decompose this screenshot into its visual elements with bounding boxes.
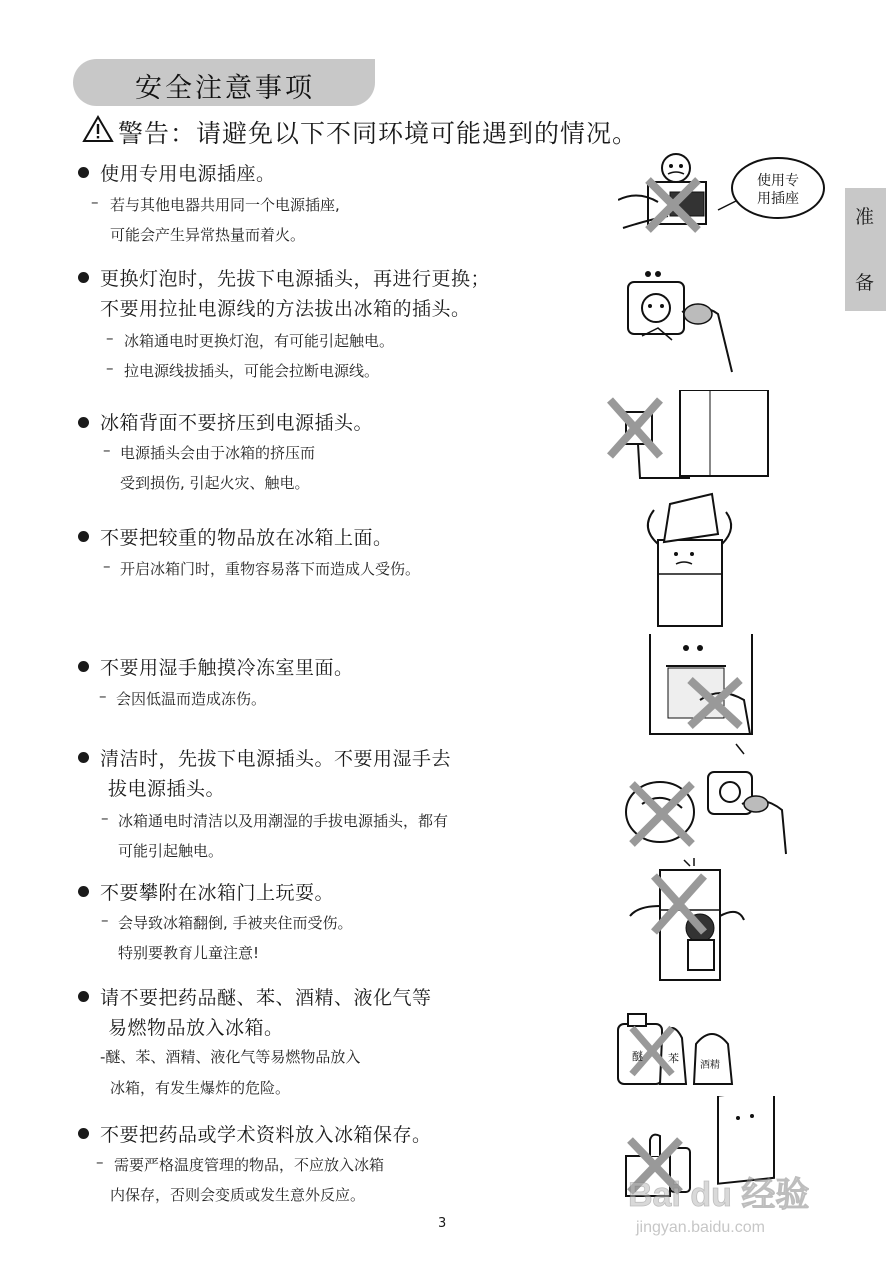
item-title: 不要用拉扯电源线的方法拔出冰箱的插头。 [100,298,471,320]
bullet [78,417,89,428]
item-title: 请不要把药品醚、苯、酒精、液化气等 [100,987,432,1009]
wet-hand-unplug-illustration [622,764,788,858]
baidu-logo-icon [628,1170,828,1240]
callout-text: 使用专 [757,173,799,189]
shared-socket-illustration [618,150,828,246]
item-desc: 特别要教育儿童注意! [118,944,260,962]
item-desc: 拉电源线拔插头，可能会拉断电源线。 [124,362,380,380]
label-ether: 醚 [632,1050,643,1063]
chapter-side-tab [845,188,886,311]
bullet [78,661,89,672]
section-header-tab [73,59,375,106]
watermark-logo: Bai du 经验 [628,1176,810,1214]
label-alcohol: 酒精 [700,1060,720,1071]
item-desc: 可能会产生异常热量而着火。 [110,226,306,244]
item-desc: 会导致冰箱翻倒, 手被夹住而受伤。 [118,914,353,932]
freezer-wet-hand-illustration [640,630,760,756]
warning-triangle-icon [82,115,114,143]
bullet [78,1128,89,1139]
item-desc: 冰箱通电时更换灯泡，有可能引起触电。 [124,332,395,350]
item-title: 易燃物品放入冰箱。 [108,1017,284,1039]
chapter-char: 准 [855,206,875,228]
item-title: 更换灯泡时，先拔下电源插头，再进行更换； [100,268,491,290]
bullet [78,886,89,897]
bullet [78,991,89,1002]
item-desc: 开启冰箱门时，重物容易落下而造成人受伤。 [120,560,421,578]
item-desc: 可能引起触电。 [118,842,224,860]
item-desc: 冰箱，有发生爆炸的危险。 [110,1079,291,1097]
bullet [78,167,89,178]
page-number: 3 [438,1216,447,1231]
section-title: 安全注意事项 [135,73,315,104]
label-benzene: 苯 [668,1052,679,1065]
bullet [78,531,89,542]
item-desc: 受到损伤, 引起火灾、触电。 [120,474,310,492]
item-desc: 内保存，否则会变质或发生意外反应。 [110,1186,366,1204]
chapter-char: 备 [855,272,875,294]
heavy-object-on-fridge-illustration [634,484,744,630]
flammable-substances-illustration [612,988,740,1088]
item-desc: 冰箱通电时清洁以及用潮湿的手拔电源插头，都有 [118,812,449,830]
item-desc: 电源插头会由于冰箱的挤压而 [120,444,316,462]
bullet [78,272,89,283]
item-title: 使用专用电源插座。 [100,163,276,185]
watermark-url: jingyan.baidu.com [636,1219,765,1236]
item-title: 清洁时，先拔下电源插头。不要用湿手去 [100,748,452,770]
item-desc: 若与其他电器共用同一个电源插座, [110,196,340,214]
fridge-back-plug-illustration [600,390,770,490]
item-title: 不要把较重的物品放在冰箱上面。 [100,527,393,549]
warning-text: 警告：请避免以下不同环境可能遇到的情况。 [118,119,639,148]
item-title: 不要把药品或学术资料放入冰箱保存。 [100,1124,432,1146]
baidu-jingyan-watermark [628,1170,828,1244]
bullet [78,752,89,763]
item-desc: 会因低温而造成冻伤。 [116,690,267,708]
unplug-illustration [622,262,738,377]
svg-text:用插座: 用插座 [757,191,799,207]
child-on-fridge-door-illustration [624,856,750,984]
item-title: 不要攀附在冰箱门上玩耍。 [100,882,335,904]
item-title: 不要用湿手触摸冷冻室里面。 [100,657,354,679]
item-desc: 需要严格温度管理的物品，不应放入冰箱 [114,1156,385,1174]
item-title: 冰箱背面不要挤压到电源插头。 [100,412,374,434]
item-title: 拔电源插头。 [108,778,226,800]
item-desc: -醚、苯、酒精、液化气等易燃物品放入 [100,1048,361,1066]
